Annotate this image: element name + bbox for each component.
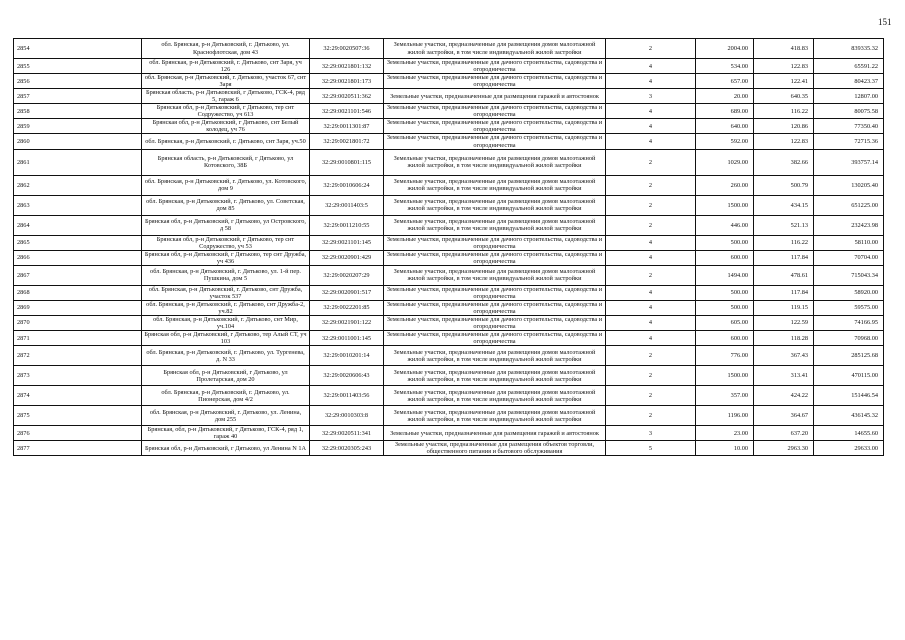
row-land-use: Земельные участки, предназначенные для размещения домов малоэтажной жилой застройки, в том числе индивидуальной жилой застройки — [384, 386, 606, 406]
table-row — [14, 215, 884, 235]
row-area: 500.00 — [696, 235, 754, 250]
row-cadastral-number: 32:29:0020511:362 — [310, 89, 384, 104]
row-use-code: 4 — [606, 250, 696, 265]
row-address: обл. Брянская, р-н Дятьковский, г. Дятьково, ул. Тургенева, д. N 33 — [142, 346, 310, 366]
row-cadastral-number: 32:29:0021101:145 — [310, 235, 384, 250]
row-area: 1494.00 — [696, 265, 754, 285]
row-specific-value: 122.59 — [754, 315, 814, 330]
row-use-code: 4 — [606, 134, 696, 149]
row-cadastral-number: 32:29:0021901:122 — [310, 315, 384, 330]
row-number: 2870 — [14, 315, 142, 330]
row-land-use: Земельные участки, предназначенные для дачного строительства, садоводства и огородничества — [384, 250, 606, 265]
row-area: 1500.00 — [696, 195, 754, 215]
row-cadastral-number: 32:29:0021101:546 — [310, 104, 384, 119]
row-area: 10.00 — [696, 441, 754, 456]
row-cadastral-value: 651225.00 — [814, 195, 884, 215]
row-cadastral-value: 77350.40 — [814, 119, 884, 134]
row-cadastral-number: 32:29:0011403:56 — [310, 386, 384, 406]
row-land-use: Земельные участки, предназначенные для размещения объектов торговли, общественного питания и бытового обслуживания — [384, 441, 606, 456]
row-number: 2859 — [14, 119, 142, 134]
row-address: Брянская обл, р-н Дятьковский, г Дятьково, ул Ленина N 1А — [142, 441, 310, 456]
row-use-code: 4 — [606, 300, 696, 315]
row-cadastral-value: 80075.58 — [814, 104, 884, 119]
row-use-code: 4 — [606, 119, 696, 134]
row-number: 2861 — [14, 149, 142, 175]
row-use-code: 2 — [606, 346, 696, 366]
row-specific-value: 478.61 — [754, 265, 814, 285]
row-land-use: Земельные участки, предназначенные для дачного строительства, садоводства и огородничества — [384, 59, 606, 74]
row-area: 1029.00 — [696, 149, 754, 175]
table-row — [14, 315, 884, 330]
table-row — [14, 39, 884, 59]
row-cadastral-number: 32:29:0020511:341 — [310, 426, 384, 441]
row-number: 2856 — [14, 74, 142, 89]
row-use-code: 4 — [606, 331, 696, 346]
row-area: 23.00 — [696, 426, 754, 441]
table-row — [14, 195, 884, 215]
table-row — [14, 406, 884, 426]
row-number: 2866 — [14, 250, 142, 265]
row-address: обл. Брянская, р-н Дятьковский, г. Дятьково, снт Дружба-2, уч.82 — [142, 300, 310, 315]
row-area: 592.00 — [696, 134, 754, 149]
row-use-code: 2 — [606, 149, 696, 175]
row-address: обл. Брянская, р-н Дятьковский, г. Дятьково, ул. Краснофлотская, дом 43 — [142, 39, 310, 59]
row-area: 2004.00 — [696, 39, 754, 59]
row-cadastral-value: 59575.00 — [814, 300, 884, 315]
row-specific-value: 434.15 — [754, 195, 814, 215]
row-use-code: 5 — [606, 441, 696, 456]
row-cadastral-value: 470115.00 — [814, 366, 884, 386]
row-cadastral-value: 839335.32 — [814, 39, 884, 59]
row-specific-value: 117.84 — [754, 285, 814, 300]
row-cadastral-value: 70968.00 — [814, 331, 884, 346]
row-cadastral-number: 32:29:0010201:14 — [310, 346, 384, 366]
row-area: 357.00 — [696, 386, 754, 406]
row-specific-value: 500.79 — [754, 175, 814, 195]
row-specific-value: 364.67 — [754, 406, 814, 426]
row-cadastral-value: 715043.34 — [814, 265, 884, 285]
row-land-use: Земельные участки, предназначенные для дачного строительства, садоводства и огородничества — [384, 315, 606, 330]
row-specific-value: 122.41 — [754, 74, 814, 89]
row-cadastral-value: 393757.14 — [814, 149, 884, 175]
page-number: 151 — [878, 17, 892, 27]
row-land-use: Земельные участки, предназначенные для дачного строительства, садоводства и огородничества — [384, 74, 606, 89]
table-row — [14, 300, 884, 315]
row-cadastral-value: 436145.32 — [814, 406, 884, 426]
table-row — [14, 59, 884, 74]
row-specific-value: 367.43 — [754, 346, 814, 366]
row-use-code: 4 — [606, 74, 696, 89]
row-land-use: Земельные участки, предназначенные для размещения домов малоэтажной жилой застройки, в том числе индивидуальной жилой застройки — [384, 265, 606, 285]
row-land-use: Земельные участки, предназначенные для размещения домов малоэтажной жилой застройки, в том числе индивидуальной жилой застройки — [384, 175, 606, 195]
row-land-use: Земельные участки, предназначенные для дачного строительства, садоводства и огородничества — [384, 134, 606, 149]
row-cadastral-value: 12807.00 — [814, 89, 884, 104]
row-cadastral-number: 32:29:0011001:145 — [310, 331, 384, 346]
row-cadastral-number: 32:29:0010303:8 — [310, 406, 384, 426]
row-land-use: Земельные участки, предназначенные для размещения гаражей и автостоянок — [384, 89, 606, 104]
row-area: 500.00 — [696, 285, 754, 300]
row-use-code: 2 — [606, 265, 696, 285]
row-specific-value: 424.22 — [754, 386, 814, 406]
row-use-code: 4 — [606, 104, 696, 119]
table-row — [14, 104, 884, 119]
row-land-use: Земельные участки, предназначенные для размещения домов малоэтажной жилой застройки, в том числе индивидуальной жилой застройки — [384, 366, 606, 386]
row-address: обл. Брянская, р-н Дятьковский, г. Дятьково, снт Дружба, участок 537 — [142, 285, 310, 300]
row-area: 776.00 — [696, 346, 754, 366]
row-number: 2860 — [14, 134, 142, 149]
row-address: Брянская обл, р-н Дятьковский, г Дятьково, тер Алый СТ, уч 103 — [142, 331, 310, 346]
row-use-code: 2 — [606, 175, 696, 195]
row-area: 446.00 — [696, 215, 754, 235]
row-specific-value: 382.66 — [754, 149, 814, 175]
row-address: обл. Брянская, р-н Дятьковский, г. Дятьково, ул. Ленина, дом 255 — [142, 406, 310, 426]
row-area: 657.00 — [696, 74, 754, 89]
cadastral-value-table — [13, 38, 884, 456]
row-use-code: 3 — [606, 89, 696, 104]
row-cadastral-value: 65591.22 — [814, 59, 884, 74]
row-number: 2871 — [14, 331, 142, 346]
row-area: 534.00 — [696, 59, 754, 74]
table-row — [14, 89, 884, 104]
row-specific-value: 119.15 — [754, 300, 814, 315]
row-land-use: Земельные участки, предназначенные для размещения домов малоэтажной жилой застройки, в том числе индивидуальной жилой застройки — [384, 406, 606, 426]
table-row — [14, 235, 884, 250]
row-address: обл. Брянская, р-н Дятьковский, г. Дятьково, ул. Пионерская, дом 4/2 — [142, 386, 310, 406]
row-number: 2875 — [14, 406, 142, 426]
row-land-use: Земельные участки, предназначенные для размещения домов малоэтажной жилой застройки, в том числе индивидуальной жилой застройки — [384, 346, 606, 366]
row-cadastral-number: 32:29:0020305:243 — [310, 441, 384, 456]
row-area: 600.00 — [696, 250, 754, 265]
row-land-use: Земельные участки, предназначенные для дачного строительства, садоводства и огородничества — [384, 119, 606, 134]
row-address: Брянская обл, р-н Дятьковский, г Дятьково, ул Островского, д 58 — [142, 215, 310, 235]
row-address: обл. Брянская, р-н Дятьковский, г. Дятьково, снт Заря, уч.50 — [142, 134, 310, 149]
row-cadastral-value: 285125.68 — [814, 346, 884, 366]
row-use-code: 4 — [606, 59, 696, 74]
row-use-code: 2 — [606, 386, 696, 406]
row-specific-value: 637.20 — [754, 426, 814, 441]
row-cadastral-number: 32:29:0020507:36 — [310, 39, 384, 59]
row-cadastral-number: 32:29:0010801:115 — [310, 149, 384, 175]
table-row — [14, 119, 884, 134]
row-number: 2858 — [14, 104, 142, 119]
row-area: 1500.00 — [696, 366, 754, 386]
row-cadastral-value: 70704.00 — [814, 250, 884, 265]
row-land-use: Земельные участки, предназначенные для дачного строительства, садоводства и огородничества — [384, 285, 606, 300]
row-cadastral-value: 72715.36 — [814, 134, 884, 149]
table-row — [14, 250, 884, 265]
row-cadastral-number: 32:29:0021801:72 — [310, 134, 384, 149]
row-use-code: 2 — [606, 215, 696, 235]
row-cadastral-number: 32:29:0011301:87 — [310, 119, 384, 134]
row-use-code: 2 — [606, 366, 696, 386]
table-row — [14, 265, 884, 285]
row-number: 2877 — [14, 441, 142, 456]
table-row — [14, 175, 884, 195]
row-land-use: Земельные участки, предназначенные для дачного строительства, садоводства и огородничества — [384, 104, 606, 119]
row-number: 2864 — [14, 215, 142, 235]
row-cadastral-number: 32:29:0011210:55 — [310, 215, 384, 235]
row-use-code: 4 — [606, 315, 696, 330]
row-specific-value: 2963.30 — [754, 441, 814, 456]
row-address: обл. Брянская, р-н Дятьковский, г. Дятьково, ул. Котовского, дом 9 — [142, 175, 310, 195]
row-land-use: Земельные участки, предназначенные для размещения домов малоэтажной жилой застройки, в том числе индивидуальной жилой застройки — [384, 39, 606, 59]
row-cadastral-number: 32:29:0021801:173 — [310, 74, 384, 89]
row-address: Брянская обл, р-н Дятьковский, г Дятьково, снт Белый колодец, уч 76 — [142, 119, 310, 134]
row-specific-value: 117.84 — [754, 250, 814, 265]
row-land-use: Земельные участки, предназначенные для дачного строительства, садоводства и огородничества — [384, 331, 606, 346]
row-number: 2867 — [14, 265, 142, 285]
row-cadastral-number: 32:29:0020606:43 — [310, 366, 384, 386]
row-cadastral-value: 80423.37 — [814, 74, 884, 89]
row-address: обл. Брянская, р-н Дятьковский, г. Дятьково, ул. Советская, дом 85 — [142, 195, 310, 215]
row-cadastral-number: 32:29:0021801:132 — [310, 59, 384, 74]
table-row — [14, 386, 884, 406]
row-use-code: 2 — [606, 406, 696, 426]
table-row — [14, 366, 884, 386]
row-land-use: Земельные участки, предназначенные для размещения домов малоэтажной жилой застройки, в том числе индивидуальной жилой застройки — [384, 195, 606, 215]
row-area: 500.00 — [696, 300, 754, 315]
row-area: 689.00 — [696, 104, 754, 119]
row-area: 20.00 — [696, 89, 754, 104]
row-cadastral-value: 232423.98 — [814, 215, 884, 235]
row-cadastral-value: 74166.95 — [814, 315, 884, 330]
row-land-use: Земельные участки, предназначенные для дачного строительства, садоводства и огородничества — [384, 235, 606, 250]
row-cadastral-value: 14655.60 — [814, 426, 884, 441]
row-number: 2855 — [14, 59, 142, 74]
row-land-use: Земельные участки, предназначенные для размещения домов малоэтажной жилой застройки, в том числе индивидуальной жилой застройки — [384, 215, 606, 235]
row-number: 2854 — [14, 39, 142, 59]
row-address: Брянская обл, р-н Дятьковский, г Дятьково, тер снт Содружество, уч 613 — [142, 104, 310, 119]
row-number: 2865 — [14, 235, 142, 250]
row-cadastral-number: 32:29:0020207:29 — [310, 265, 384, 285]
row-number: 2873 — [14, 366, 142, 386]
row-specific-value: 122.83 — [754, 134, 814, 149]
row-number: 2876 — [14, 426, 142, 441]
table-row — [14, 426, 884, 441]
row-specific-value: 118.28 — [754, 331, 814, 346]
row-number: 2869 — [14, 300, 142, 315]
row-specific-value: 521.13 — [754, 215, 814, 235]
row-address: Брянская обл, р-н Дятьковский, г Дятьково, тер снт Содружество, уч 53 — [142, 235, 310, 250]
row-number: 2868 — [14, 285, 142, 300]
row-use-code: 4 — [606, 235, 696, 250]
row-cadastral-value: 58110.00 — [814, 235, 884, 250]
row-area: 640.00 — [696, 119, 754, 134]
row-use-code: 3 — [606, 426, 696, 441]
row-number: 2857 — [14, 89, 142, 104]
row-number: 2863 — [14, 195, 142, 215]
table-row — [14, 74, 884, 89]
row-specific-value: 122.83 — [754, 59, 814, 74]
row-specific-value: 313.41 — [754, 366, 814, 386]
row-cadastral-number: 32:29:0020901:517 — [310, 285, 384, 300]
table-row — [14, 134, 884, 149]
row-address: Брянская, обл, р-н Дятьковский, г Дятьково, ГСК-4, ряд 1, гараж 40 — [142, 426, 310, 441]
row-cadastral-number: 32:29:0020901:429 — [310, 250, 384, 265]
table-row — [14, 441, 884, 456]
row-land-use: Земельные участки, предназначенные для размещения гаражей и автостоянок — [384, 426, 606, 441]
row-cadastral-value: 151446.54 — [814, 386, 884, 406]
table-row — [14, 346, 884, 366]
row-cadastral-number: 32:29:0010606:24 — [310, 175, 384, 195]
row-land-use: Земельные участки, предназначенные для дачного строительства, садоводства и огородничества — [384, 300, 606, 315]
row-number: 2872 — [14, 346, 142, 366]
row-specific-value: 418.83 — [754, 39, 814, 59]
row-cadastral-number: 32:29:0022201:85 — [310, 300, 384, 315]
row-area: 605.00 — [696, 315, 754, 330]
row-cadastral-number: 32:29:0011403:5 — [310, 195, 384, 215]
row-address: Брянская обл, р-н Дятьковский, г Дятьково, тер снт Дружба, уч 436 — [142, 250, 310, 265]
row-cadastral-value: 29633.00 — [814, 441, 884, 456]
row-address: обл. Брянская, р-н Дятьковский, г. Дятьково, снт Заря, уч 126 — [142, 59, 310, 74]
row-address: обл. Брянская, р-н Дятьковский, г. Дятьково, участок 67, снт Заря — [142, 74, 310, 89]
table-row — [14, 331, 884, 346]
row-number: 2862 — [14, 175, 142, 195]
row-area: 260.00 — [696, 175, 754, 195]
row-land-use: Земельные участки, предназначенные для размещения домов малоэтажной жилой застройки, в том числе индивидуальной жилой застройки — [384, 149, 606, 175]
row-specific-value: 116.22 — [754, 235, 814, 250]
row-address: Брянская область, р-н Дятьковский, г Дятьково, ул Котовского, 38Б — [142, 149, 310, 175]
row-address: Брянская обл, р-н Дятьковский, г Дятьково, ул Пролетарская, дом 20 — [142, 366, 310, 386]
row-area: 1196.00 — [696, 406, 754, 426]
row-address: Брянская область, р-н Дятьковский, г Дятьково, ГСК-4, ряд 5, гараж 6 — [142, 89, 310, 104]
row-specific-value: 640.35 — [754, 89, 814, 104]
row-cadastral-value: 58920.00 — [814, 285, 884, 300]
row-number: 2874 — [14, 386, 142, 406]
row-cadastral-value: 130205.40 — [814, 175, 884, 195]
row-area: 600.00 — [696, 331, 754, 346]
row-address: обл. Брянская, р-н Дятьковский, г. Дятьково, снт Мир, уч.104 — [142, 315, 310, 330]
table-row — [14, 285, 884, 300]
row-specific-value: 120.86 — [754, 119, 814, 134]
row-address: обл. Брянская, р-н Дятьковский, г. Дятьково, ул. 1-й пер. Пушкина, дом 5 — [142, 265, 310, 285]
row-use-code: 4 — [606, 285, 696, 300]
row-use-code: 2 — [606, 39, 696, 59]
row-use-code: 2 — [606, 195, 696, 215]
table-row — [14, 149, 884, 175]
row-specific-value: 116.22 — [754, 104, 814, 119]
